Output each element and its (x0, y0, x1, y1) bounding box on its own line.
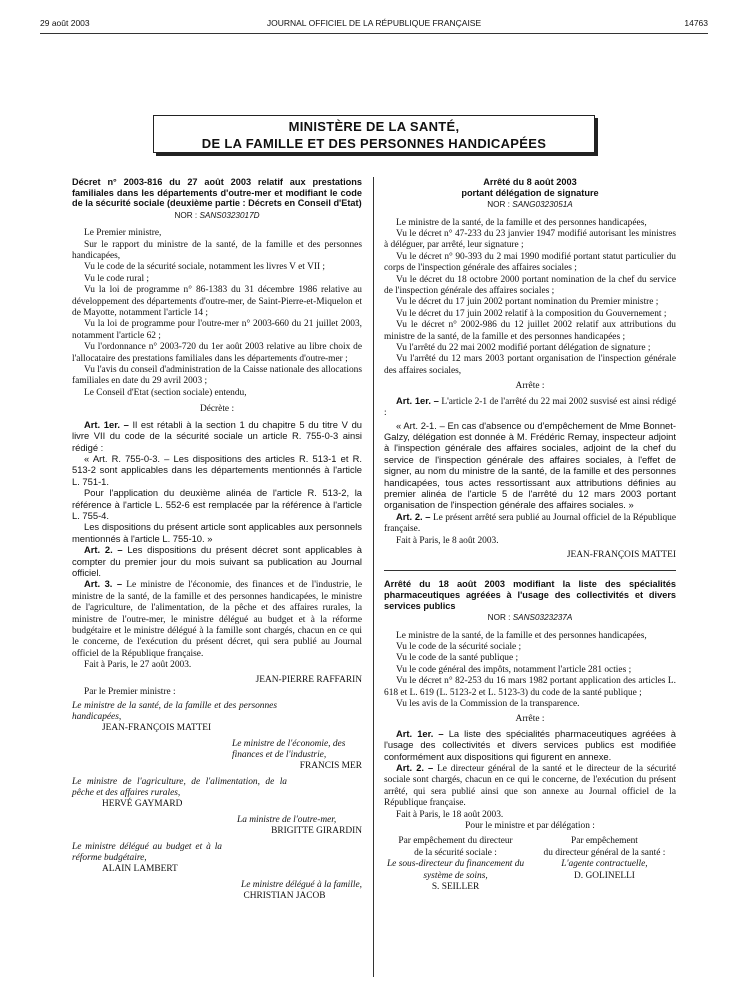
article-quote: Les dispositions du présent article sont applicables aux personnels mentionnés à l'article L. 755-10. » (72, 521, 362, 544)
article-text: Il est rétabli à la section 1 du chapitre 5 du titre V du livre VII du code de la sécurité sociale un article R. 755-0-3 ainsi rédigé : (72, 418, 363, 453)
preamble-line: Vu le code rural ; (84, 273, 150, 284)
signatory-role: La ministre de l'outre-mer, (237, 815, 337, 826)
decree-nor (72, 210, 362, 221)
signatory-role: Le ministre de la santé, de la famille et des personnes handicapées, (72, 701, 277, 723)
signatory-role: Le ministre de l'agriculture, de l'alimentation, de la pêche et des affaires rurales, (72, 777, 287, 799)
signatory-name: HERVÉ GAYMARD (102, 799, 183, 810)
preamble-line: Vu le code général des impôts, notamment l'article 281 octies ; (396, 664, 632, 675)
signatory-name: BRIGITTE GIRARDIN (271, 826, 362, 837)
signatory-role: Le sous-directeur du financement du système de soins, (386, 859, 525, 881)
done-at: Fait à Paris, le 8 août 2003. (396, 535, 499, 546)
nor-code: SANG0323051A (512, 200, 573, 210)
pm-signature: JEAN-PIERRE RAFFARIN (255, 674, 362, 685)
nor-label: NOR : (174, 210, 198, 220)
preamble-line: Vu le code de la sécurité sociale, notamment les livres V et VII ; (84, 262, 326, 273)
header-rule (40, 33, 708, 34)
signatory-role: Le ministre de l'économie, des finances et de l'industrie, (232, 739, 346, 761)
decree-preamble (72, 228, 362, 399)
article-text: L'article 2-1 de l'arrêté du 22 mai 2002 susvisé est ainsi rédigé : (384, 396, 677, 419)
preamble-line: Sur le rapport du ministre de la santé, de la famille et des personnes handicapées, (72, 239, 362, 261)
signature-col-b (533, 836, 676, 893)
article-3 (72, 578, 362, 660)
article-1 (384, 728, 676, 762)
preamble-line: Vu l'avis du conseil d'administration de la Caisse nationale des allocations familiales en date du 29 avril 2003 ; (72, 365, 362, 387)
nor-label: NOR : (487, 200, 510, 210)
preamble-line: Le ministre de la santé, de la famille et des personnes handicapées, (396, 217, 647, 228)
preamble-line: Vu le décret n° 47-233 du 23 janvier 1947 modifié autorisant les ministres à déléguer, par arrêté, leur signature ; (384, 229, 676, 251)
signatory-name: S. SEILLER (431, 882, 480, 893)
decree-title: Décret n° 2003-816 du 27 août 2003 relatif aux prestations familiales dans les départements d'outre-mer et modifiant le code de la sécurité sociale (deuxième partie : Décrets en Conseil d'Etat) (72, 177, 362, 209)
signatory-name: ALAIN LAMBERT (102, 864, 178, 875)
right-column (384, 177, 676, 894)
signature-line: du directeur général de la santé : (543, 847, 666, 858)
preamble-line: Vu le décret n° 82-253 du 16 mars 1982 portant application des articles L. 618 et L. 619 (L. 5123-2 et L. 5123-3) du code de la santé publique ; (384, 676, 676, 698)
preamble-line: Vu le décret du 17 juin 2002 relatif à la composition du Gouvernement ; (396, 308, 667, 319)
article-1 (72, 419, 362, 453)
done-at: Fait à Paris, le 18 août 2003. (396, 809, 504, 820)
article-2 (384, 511, 676, 536)
signatory-name: FRANCIS MER (299, 761, 362, 772)
article-quote: « Art. R. 755-0-3. – Les dispositions des articles R. 513-1 et R. 513-2 sont applicables dans les départements mentionnés à l'article L. 751-1. (72, 452, 362, 487)
signatory-name: CHRISTIAN JACOB (243, 891, 326, 902)
preamble-line: Vu la loi de programme n° 86-1383 du 31 décembre 1986 relative au développement des départements d'outre-mer, de Saint-Pierre-et-Miquelon et de Mayotte, notamment l'article 14 ; (72, 285, 362, 319)
signatory-4 (237, 815, 362, 837)
preamble-line: Vu l'ordonnance n° 2003-720 du 1er août 2003 relative au libre choix de l'allocataire des prestations familiales dans les départements d'outre-mer ; (72, 342, 362, 364)
nor-code: SANS0323237A (512, 613, 573, 623)
decrete-heading: Décrète : (199, 404, 235, 415)
preamble-line: Vu le décret n° 90-393 du 2 mai 1990 modifié portant statut particulier du corps de l'inspection générale des affaires sociales ; (384, 251, 676, 274)
page-header (40, 18, 708, 32)
arrete-heading: Arrête : (515, 714, 545, 725)
article-text: Le directeur général de la santé et le directeur de la sécurité sociale sont chargés, chacun en ce qui le concerne, de l'exécution du présent arrêté, qui sera publié ainsi que son annexe au Journal officiel de la République française. (384, 764, 677, 809)
ministry-line1: MINISTÈRE DE LA SANTÉ, (288, 119, 460, 134)
article-label: Art. 1er. – (84, 418, 129, 430)
arrete-1-title (384, 177, 676, 198)
article-text: Le ministre de l'économie, des finances et de l'industrie, le ministre de la santé, de la famille et des personnes handicapées, le ministre de l'agriculture, de l'alimentation, de la pêche et des affaires rurales, la ministre de l'outre-mer, le ministre délégué au budget et à la réforme budgétaire et le ministre délégué à la famille sont chargés, chacun en ce qui le concerne, de l'exécution du présent décret, qui sera publié au Journal officiel de la République française. (72, 580, 363, 659)
signature-col-a (384, 836, 527, 893)
header-journal: JOURNAL OFFICIEL DE LA RÉPUBLIQUE FRANÇAISE (266, 18, 482, 28)
column-separator (373, 177, 374, 977)
signatory-2 (232, 739, 362, 772)
par-premier-ministre: Par le Premier ministre : (84, 687, 176, 698)
preamble-line: Vu l'arrêté du 12 mars 2003 portant organisation de l'inspection générale des affaires sociales, (384, 354, 676, 376)
article-quote: Pour l'application du deuxième alinéa de l'article R. 513-2, la référence à l'article L. 552-6 est remplacée par la référence à l'article L. 755-4. (72, 487, 362, 521)
nor-code: SANS0323017D (199, 210, 260, 220)
signature-columns (384, 836, 676, 893)
ministry-box (153, 115, 595, 153)
signatory-3 (72, 777, 287, 810)
signatory-role: Le ministre délégué au budget et à la réforme budgétaire, (72, 842, 222, 864)
ministry-line2: DE LA FAMILLE ET DES PERSONNES HANDICAPÉES (201, 136, 547, 151)
article-1 (384, 395, 676, 420)
preamble-line: Vu le code de la sécurité sociale ; (396, 641, 522, 652)
article-label: Art. 1er. – (396, 727, 444, 739)
preamble-line: Vu les avis de la Commission de la transparence. (396, 699, 580, 709)
preamble-line: Le Premier ministre, (84, 228, 162, 239)
signature-line: Par empêchement du directeur (398, 836, 513, 847)
signatory-1 (72, 701, 277, 734)
article-label: Art. 1er. – (396, 394, 439, 406)
header-date: 29 août 2003 (40, 18, 90, 28)
signature-line: Par empêchement (571, 836, 638, 847)
article-text: La liste des spécialités pharmaceutiques agréées à l'usage des collectivités et divers services publics est modifiée conformément aux dispositions qui figurent en annexe. (384, 727, 676, 762)
preamble-line: Vu le code de la santé publique ; (396, 653, 519, 664)
article-label: Art. 2. – (84, 544, 123, 556)
arrete-2-nor (384, 612, 676, 623)
preamble-line: Vu le décret du 17 juin 2002 portant nomination du Premier ministre ; (396, 297, 659, 308)
arrete-heading: Arrête : (515, 381, 545, 392)
arrete-1-signature: JEAN-FRANÇOIS MATTEI (566, 549, 676, 560)
signatory-name: JEAN-FRANÇOIS MATTEI (102, 723, 212, 734)
signatory-role: L'agente contractuelle, (561, 859, 648, 870)
nor-label: NOR : (487, 613, 511, 623)
preamble-line: Vu le décret n° 2002-986 du 12 juillet 2002 relatif aux attributions du ministre de la santé, de la famille et des personnes handicapées ; (384, 320, 676, 342)
arrete-1-nor (384, 199, 676, 210)
preamble-line: Vu la loi de programme pour l'outre-mer n° 2003-660 du 21 juillet 2003, notamment l'article 62 ; (72, 319, 362, 341)
preamble-line: Le Conseil d'Etat (section sociale) entendu, (84, 387, 247, 398)
article-text: Les dispositions du présent décret sont applicables à compter du premier jour du mois suivant sa publication au Journal officiel. (72, 544, 362, 578)
section-divider (384, 570, 676, 571)
article-label: Art. 2. – (396, 762, 434, 774)
title-line: Arrêté du 8 août 2003 (483, 177, 577, 187)
header-page-number: 14763 (684, 18, 708, 28)
pour-le-ministre: Pour le ministre et par délégation : (465, 821, 595, 832)
preamble-line: Le ministre de la santé, de la famille et des personnes handicapées, (396, 630, 647, 641)
article-2 (384, 762, 676, 810)
signature-line: de la sécurité sociale : (414, 847, 497, 858)
arrete-2-title: Arrêté du 18 août 2003 modifiant la liste des spécialités pharmaceutiques agréées à l'usage des collectivités et divers services publics (384, 579, 676, 611)
arrete-2-preamble (384, 631, 676, 711)
signatory-5 (72, 842, 222, 875)
left-column (72, 177, 362, 902)
article-quote: « Art. 2-1. – En cas d'absence ou d'empêchement de Mme Bonnet-Galzy, délégation est donnée à M. Frédéric Remay, inspecteur adjoint à l'inspection générale des affaires sociales, adjoint de la chef du service de l'inspection générale des affaires sociales, à l'effet de signer, au nom du ministre de la santé, de la famille et des personnes handicapées, tous actes ressortissant aux attributions définies au premier alinéa de l'article 5 de l'arrêté du 12 mars 2003 portant organisation de l'inspection générale des affaires sociales. » (384, 419, 676, 511)
signatory-role: Le ministre délégué à la famille, (241, 880, 362, 891)
preamble-line: Vu l'arrêté du 22 mai 2002 modifié portant délégation de signature ; (396, 343, 651, 354)
title-line: portant délégation de signature (461, 187, 599, 198)
signatory-6 (207, 880, 362, 902)
arrete-1-preamble (384, 218, 676, 378)
preamble-line: Vu le décret du 18 octobre 2000 portant nomination de la chef du service de l'inspection générale des affaires sociales ; (384, 274, 676, 297)
article-2 (72, 544, 362, 578)
done-at: Fait à Paris, le 27 août 2003. (84, 660, 192, 671)
article-text: Le présent arrêté sera publié au Journal officiel de la République française. (384, 512, 677, 535)
signatory-name: D. GOLINELLI (574, 870, 635, 881)
article-label: Art. 3. – (84, 578, 123, 590)
article-label: Art. 2. – (396, 510, 431, 522)
